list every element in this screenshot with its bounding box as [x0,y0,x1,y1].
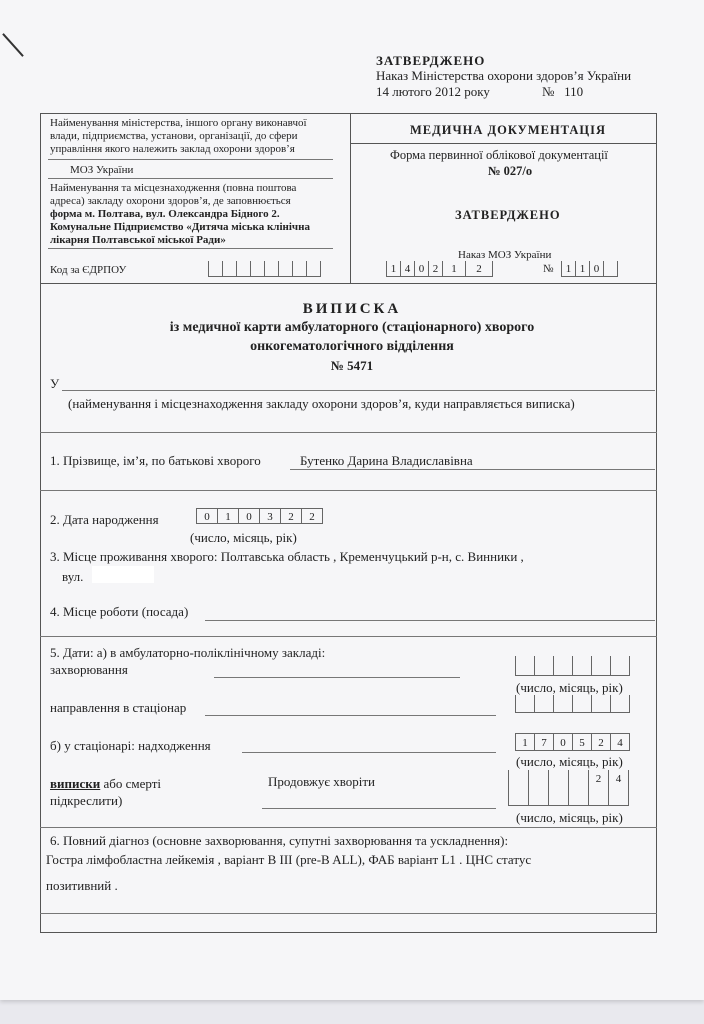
ministry-label-3: управління якого належить заклад охорони здоров’я [50,143,295,155]
hospital-admission-label: б) у стаціонарі: надходження [50,738,211,753]
facility-label-3: форма м. Полтава, вул. Олександра Бідного 2. [50,208,280,220]
discharge-label [50,776,161,792]
to-caption: (найменування і місцезнаходження закладу охорони здоров’я, куди направляється виписка) [68,396,575,411]
approval-date: 14 лютого 2012 року [376,84,490,99]
facility-label-4: Комунальне Підприємство «Дитяча міська клінічна [50,221,310,233]
header-bottom-line [40,283,657,284]
patient-name-value: Бутенко Дарина Владиславівна [300,453,473,468]
approval-order: Наказ Міністерства охорони здоров’я України [376,68,632,83]
referral-label: направлення в стаціонар [50,700,187,715]
to-label: У [50,376,60,391]
ministry-label-1: Найменування міністерства, іншого органу виконавчої [50,117,307,129]
approved-label: ЗАТВЕРДЖЕНО [455,208,561,222]
diagnosis-line1: Гостра лімфобластна лейкемія , варіант В ІІІ (pre-B ALL), ФАБ варіант L1 . ЦНС статус [46,852,532,867]
illness-caption: (число, місяць, рік) [516,680,623,695]
header-divider [350,113,351,283]
dob-boxes: 0 1 0 3 2 2 [197,508,323,524]
discharge-date-boxes: 2 4 [509,770,629,806]
discharge-caption: (число, місяць, рік) [516,810,623,825]
diagnosis-label: 6. Повний діагноз (основне захворювання, супутні захворювання та ускладнення): [50,833,509,848]
dob-caption: (число, місяць, рік) [190,530,297,545]
form-number: № 027/о [488,164,533,178]
ministry-value: МОЗ України [70,164,134,176]
patient-name-label: 1. Прізвище, ім’я, по батькові хворого [50,453,261,468]
edrpou-code-boxes [209,261,321,277]
facility-label-1: Найменування та місцезнаходження (повна поштова [50,182,297,194]
order-no-boxes: 1 1 0 [562,261,618,277]
referral-date-boxes [516,695,630,713]
document-title: ВИПИСКА [302,301,402,317]
admission-date-boxes: 1 7 0 5 2 4 [516,733,630,751]
work-label: 4. Місце роботи (посада) [50,604,189,619]
redacted-street [92,566,154,583]
admission-caption: (число, місяць, рік) [516,754,623,769]
illness-date-boxes [516,656,630,676]
document-department: онкогематологічного відділення [250,339,454,354]
discharge-label-line2: підкреслити) [50,793,123,808]
address-label: 3. Місце проживання хворого: Полтавська область , Кременчуцький р-н, с. Винники , [50,549,524,564]
ministry-label-2: влади, підприємства, установи, організації, до сфери [50,130,298,142]
discharge-rest: або смерті [100,776,162,791]
dates-label: 5. Дати: а) в амбулаторно-поліклінічному закладі: [50,645,326,660]
address-street-label: вул. [62,569,84,584]
diagnosis-line2: позитивний . [46,878,118,893]
form-label: Форма первинної облікової документації [390,148,608,162]
approval-number: № 110 [542,84,584,99]
edrpou-label: Код за ЄДРПОУ [50,264,127,276]
continues-ill-label: Продовжує хворіти [268,774,376,789]
med-doc-title: МЕДИЧНА ДОКУМЕНТАЦІЯ [410,123,607,137]
order-label: Наказ МОЗ України [458,249,552,261]
order-date-boxes: 1 4 0 2 1 2 [387,261,493,277]
order-no-label: № [543,263,554,275]
pen-mark [2,33,24,57]
document-number: № 5471 [330,358,374,373]
dob-label: 2. Дата народження [50,512,159,527]
facility-label-2: адреса) закладу охорони здоров’я, де заповнюється [50,195,291,207]
illness-label: захворювання [50,662,128,677]
approval-title: ЗАТВЕРДЖЕНО [376,53,486,68]
document-subtitle: із медичної карти амбулаторного (стаціонарного) хворого [169,320,535,335]
facility-label-5: лікарня Полтавської міської Ради» [50,234,226,246]
discharge-underlined: виписки [50,776,101,791]
